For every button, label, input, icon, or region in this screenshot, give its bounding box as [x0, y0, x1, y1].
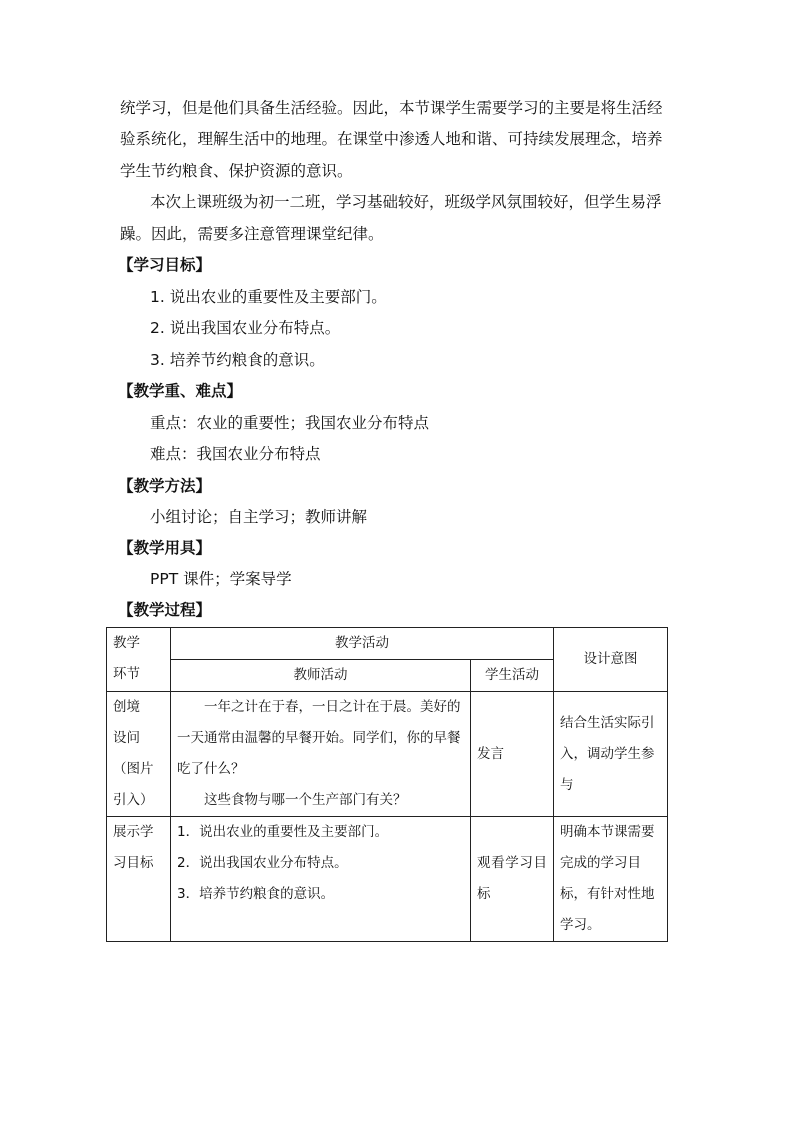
objectives-heading: 【学习目标】: [118, 256, 212, 274]
row2-teacher: [171, 817, 471, 942]
teaching-process-table: [106, 627, 668, 942]
header-teacher: 教师活动: [171, 660, 471, 692]
keypoint-key: 重点：农业的重要性；我国农业分布特点: [150, 414, 430, 432]
row2-stage-line-1: 展示学: [113, 824, 154, 840]
row1-stage: [107, 692, 171, 817]
row1-stage-line-3: （图片: [113, 761, 154, 777]
row2-student-text: 观看学习目标: [477, 855, 547, 902]
methods-text: 小组讨论；自主学习；教师讲解: [150, 508, 368, 526]
row2-teacher-item-2: 2．说出我国农业分布特点。: [177, 855, 348, 871]
row1-stage-line-1: 创境: [113, 699, 140, 715]
header-stage-line-1: 教学: [113, 635, 140, 651]
intro-line-4: 本次上课班级为初一二班，学习基础较好，班级学风氛围较好，但学生易浮: [150, 193, 662, 211]
keypoint-difficult: 难点：我国农业分布特点: [150, 445, 321, 463]
row1-intent: [554, 692, 668, 817]
intro-line-3: 学生节约粮食、保护资源的意识。: [120, 162, 353, 180]
header-stage: [107, 628, 171, 692]
row2-stage: [107, 817, 171, 942]
row1-teacher-p1: 一年之计在于春，一日之计在于晨。美好的一天通常由温馨的早餐开始。同学们，你的早餐吃了什么？: [177, 699, 461, 777]
table-row: [107, 817, 668, 942]
header-student: 学生活动: [471, 660, 554, 692]
tools-heading: 【教学用具】: [118, 539, 212, 557]
row1-student: 发言: [471, 692, 554, 817]
header-stage-line-2: 环节: [113, 666, 140, 682]
row2-stage-line-2: 习目标: [113, 855, 154, 871]
methods-heading: 【教学方法】: [118, 477, 212, 495]
row1-intent-text: 结合生活实际引入，调动学生参与: [560, 714, 655, 793]
row2-intent-text: 明确本节课需要完成的学习目标，有针对性地学习。: [560, 824, 655, 933]
objective-item-3: 3. 培养节约粮食的意识。: [150, 351, 325, 369]
row1-teacher: [171, 692, 471, 817]
row2-teacher-item-3: 3．培养节约粮食的意识。: [177, 886, 335, 902]
intro-line-2: 验系统化，理解生活中的地理。在课堂中渗透人地和谐、可持续发展理念，培养: [120, 130, 663, 148]
header-activity: 教学活动: [171, 628, 554, 660]
row2-teacher-item-1: 1．说出农业的重要性及主要部门。: [177, 824, 389, 840]
keypoints-heading: 【教学重、难点】: [118, 382, 243, 400]
row1-teacher-p2: 这些食物与哪一个生产部门有关？: [204, 792, 407, 808]
row2-student: [471, 817, 554, 942]
intro-line-5: 躁。因此，需要多注意管理课堂纪律。: [120, 225, 384, 243]
header-intent: 设计意图: [554, 628, 668, 692]
row2-intent: [554, 817, 668, 942]
table-header-row: [107, 628, 668, 660]
intro-line-1: 统学习，但是他们具备生活经验。因此，本节课学生需要学习的主要是将生活经: [120, 99, 663, 117]
row1-stage-line-4: 引入）: [113, 792, 154, 808]
objective-item-1: 1. 说出农业的重要性及主要部门。: [150, 288, 387, 306]
process-heading: 【教学过程】: [118, 601, 212, 619]
table-row: [107, 692, 668, 817]
tools-text: PPT 课件；学案导学: [150, 570, 292, 588]
row1-stage-line-2: 设问: [113, 730, 140, 746]
objective-item-2: 2. 说出我国农业分布特点。: [150, 319, 341, 337]
